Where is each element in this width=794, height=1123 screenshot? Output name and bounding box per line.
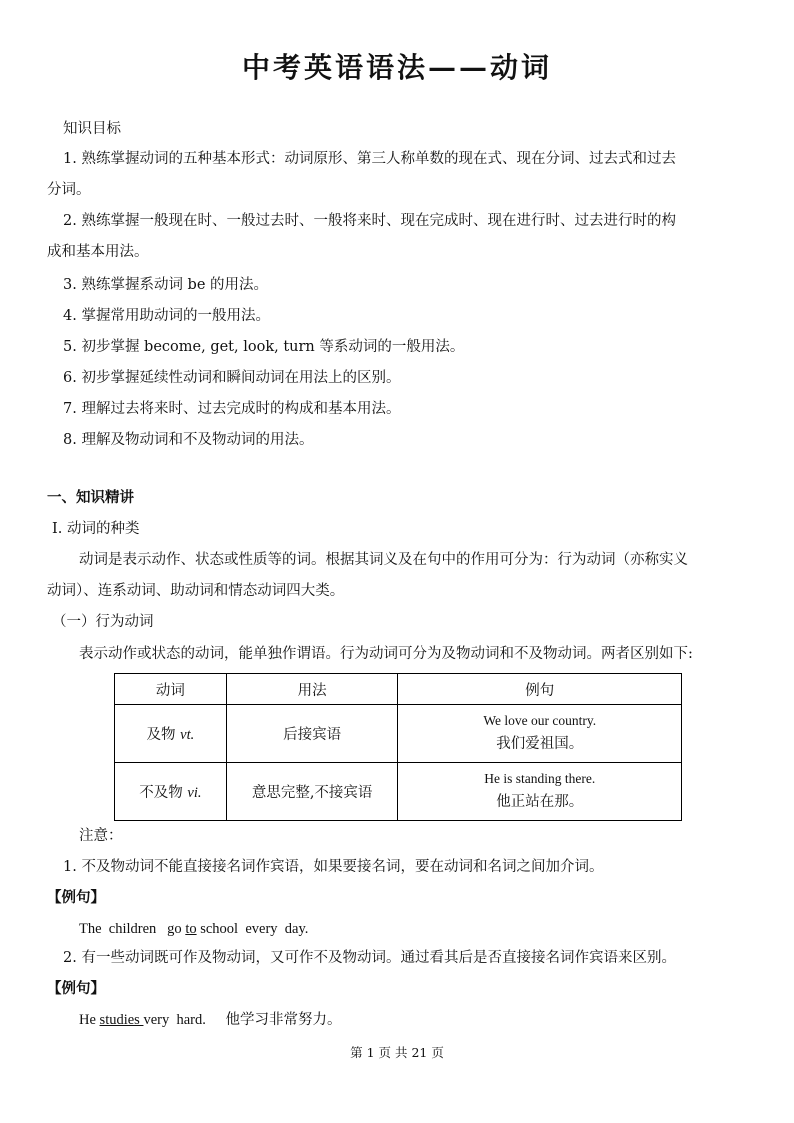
verb-type-abbr: vi.: [187, 785, 202, 801]
example-text: very hard.: [143, 1012, 206, 1028]
verb-type-abbr: vt.: [180, 727, 195, 743]
page-title: 中考英语语法——动词: [241, 51, 552, 84]
example-sentence-2: [79, 1010, 341, 1030]
objective-num: 8.: [63, 432, 77, 448]
table-header-row: [115, 674, 682, 705]
objective-item-5: [63, 337, 464, 357]
example-english: He is standing there.: [484, 770, 596, 786]
objective-item-1: [63, 149, 676, 169]
underlined-word: studies: [99, 1012, 144, 1028]
objective-item-7: [63, 399, 400, 419]
section-heading: 一、知识精讲: [47, 489, 134, 506]
subsection-heading-verb-types: Ⅰ. 动词的种类: [52, 521, 140, 537]
objective-num: 7.: [63, 401, 77, 417]
table-row: [115, 705, 682, 763]
usage-cell: 意思完整,不接宾语: [226, 763, 398, 821]
page-footer: 第 1 页 共 21 页: [350, 1045, 444, 1060]
objective-num: 5.: [63, 339, 77, 355]
example-sentence-1: [79, 919, 308, 939]
objective-num: 1.: [63, 151, 77, 167]
example-chinese: 他正站在那。: [496, 793, 584, 810]
objective-item-8: [63, 430, 313, 450]
verb-type-zh: 及物: [146, 727, 176, 743]
example-text: The children go: [79, 921, 186, 937]
action-verbs-paragraph: 表示动作或状态的动词，能单独作谓语。行为动词可分为及物动词和不及物动词。两者区别如下:: [79, 646, 693, 662]
objective-num: 3.: [63, 277, 77, 293]
example-label: 【例句】: [47, 980, 105, 997]
objective-text: 理解及物动词和不及物动词的用法。: [81, 432, 314, 448]
objective-text: 理解过去将来时、过去完成时的构成和基本用法。: [81, 401, 401, 417]
note-2: 2. 有一些动词既可作及物动词，又可作不及物动词。通过看其后是否直接接名词作宾语来区别。: [63, 950, 676, 966]
table-header-cell: 例句: [398, 674, 682, 705]
table-header-cell: 用法: [226, 674, 398, 705]
objective-item-3: [63, 275, 268, 295]
usage-cell: 后接宾语: [226, 705, 398, 763]
objective-text: 熟练掌握动词的五种基本形式：动词原形、第三人称单数的现在式、现在分词、过去式和过去: [81, 151, 676, 167]
example-english: We love our country.: [483, 712, 597, 728]
example-cell: [398, 705, 682, 763]
notes-label: 注意：: [79, 828, 123, 844]
objective-item-4: [63, 306, 270, 326]
underlined-word: to: [185, 921, 197, 937]
objective-item-1-cont: 分词。: [47, 182, 91, 198]
objective-item-2: [63, 211, 676, 231]
objective-text: 熟练掌握一般现在时、一般过去时、一般将来时、现在完成时、现在进行时、过去进行时的构: [81, 213, 676, 229]
table-header-cell: 动词: [115, 674, 227, 705]
objective-item-2-cont: 成和基本用法。: [47, 244, 149, 260]
example-translation: 他学习非常努力。: [225, 1012, 342, 1028]
objective-text: 初步掌握延续性动词和瞬间动词在用法上的区别。: [81, 370, 401, 386]
verb-type-cell: [115, 763, 227, 821]
objective-text: 熟练掌握系动词 be 的用法。: [81, 277, 269, 293]
objective-text: 掌握常用助动词的一般用法。: [81, 308, 270, 324]
example-label: 【例句】: [47, 889, 105, 906]
verb-type-cell: [115, 705, 227, 763]
objective-num: 2.: [63, 213, 77, 229]
intro-paragraph-line2: 动词）、连系动词、助动词和情态动词四大类。: [47, 583, 345, 599]
verb-type-zh: 不及物: [139, 785, 183, 801]
verb-comparison-table: [114, 673, 682, 821]
note-1: 1. 不及物动词不能直接接名词作宾语，如果要接名词，要在动词和名词之间加介词。: [63, 859, 604, 875]
objective-text: 初步掌握 become, get, look, turn 等系动词的一般用法。: [81, 339, 465, 355]
table-row: [115, 763, 682, 821]
objective-num: 6.: [63, 370, 77, 386]
subsection-heading-action-verbs: （一）行为动词: [52, 614, 154, 630]
example-chinese: 我们爱祖国。: [496, 735, 584, 752]
example-text: He: [79, 1012, 100, 1028]
objectives-heading: 知识目标: [63, 121, 121, 137]
example-text: school every day.: [196, 921, 309, 937]
example-cell: [398, 763, 682, 821]
objective-num: 4.: [63, 308, 77, 324]
intro-paragraph-line1: 动词是表示动作、状态或性质等的词。根据其词义及在句中的作用可分为：行为动词（亦称实义: [79, 552, 688, 568]
objective-item-6: [63, 368, 400, 388]
